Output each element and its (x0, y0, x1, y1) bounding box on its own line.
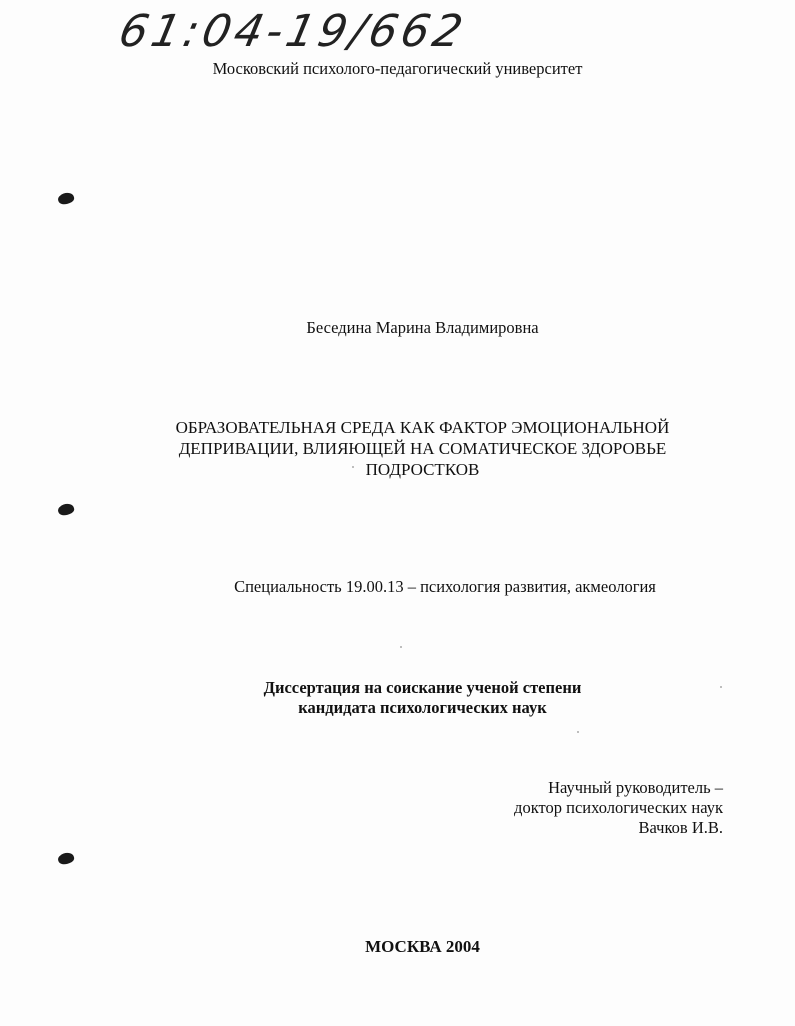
supervisor-line: Вачков И.В. (638, 818, 723, 837)
title-line: ОБРАЗОВАТЕЛЬНАЯ СРЕДА КАК ФАКТОР ЭМОЦИОНАЛЬНОЙ (175, 418, 670, 437)
scan-speck (577, 731, 579, 733)
institution-name: Московский психолого-педагогический университет (212, 59, 583, 78)
author-name: Беседина Марина Владимировна (306, 318, 539, 337)
scan-speck (720, 686, 722, 688)
scan-speck (352, 466, 354, 468)
degree-line: Диссертация на соискание ученой степени (263, 678, 582, 697)
title-line: ДЕПРИВАЦИИ, ВЛИЯЮЩЕЙ НА СОМАТИЧЕСКОЕ ЗДОРОВЬЕ (178, 439, 667, 458)
dissertation-title (0, 417, 795, 480)
specialty-line: Специальность 19.00.13 – психология развития, акмеология (234, 577, 656, 596)
supervisor-line: Научный руководитель – (548, 778, 723, 797)
handwritten-archive-number: 61:04-19/662 (114, 6, 471, 57)
degree-statement (0, 678, 795, 718)
scan-speck (400, 646, 402, 648)
punch-hole-mark (57, 191, 76, 206)
degree-line: кандидата психологических наук (298, 698, 547, 717)
punch-hole-mark (57, 502, 76, 517)
city-year: МОСКВА 2004 (365, 937, 480, 956)
supervisor-block (514, 778, 723, 838)
supervisor-line: доктор психологических наук (514, 798, 723, 817)
punch-hole-mark (57, 851, 76, 866)
title-line: ПОДРОСТКОВ (365, 460, 480, 479)
